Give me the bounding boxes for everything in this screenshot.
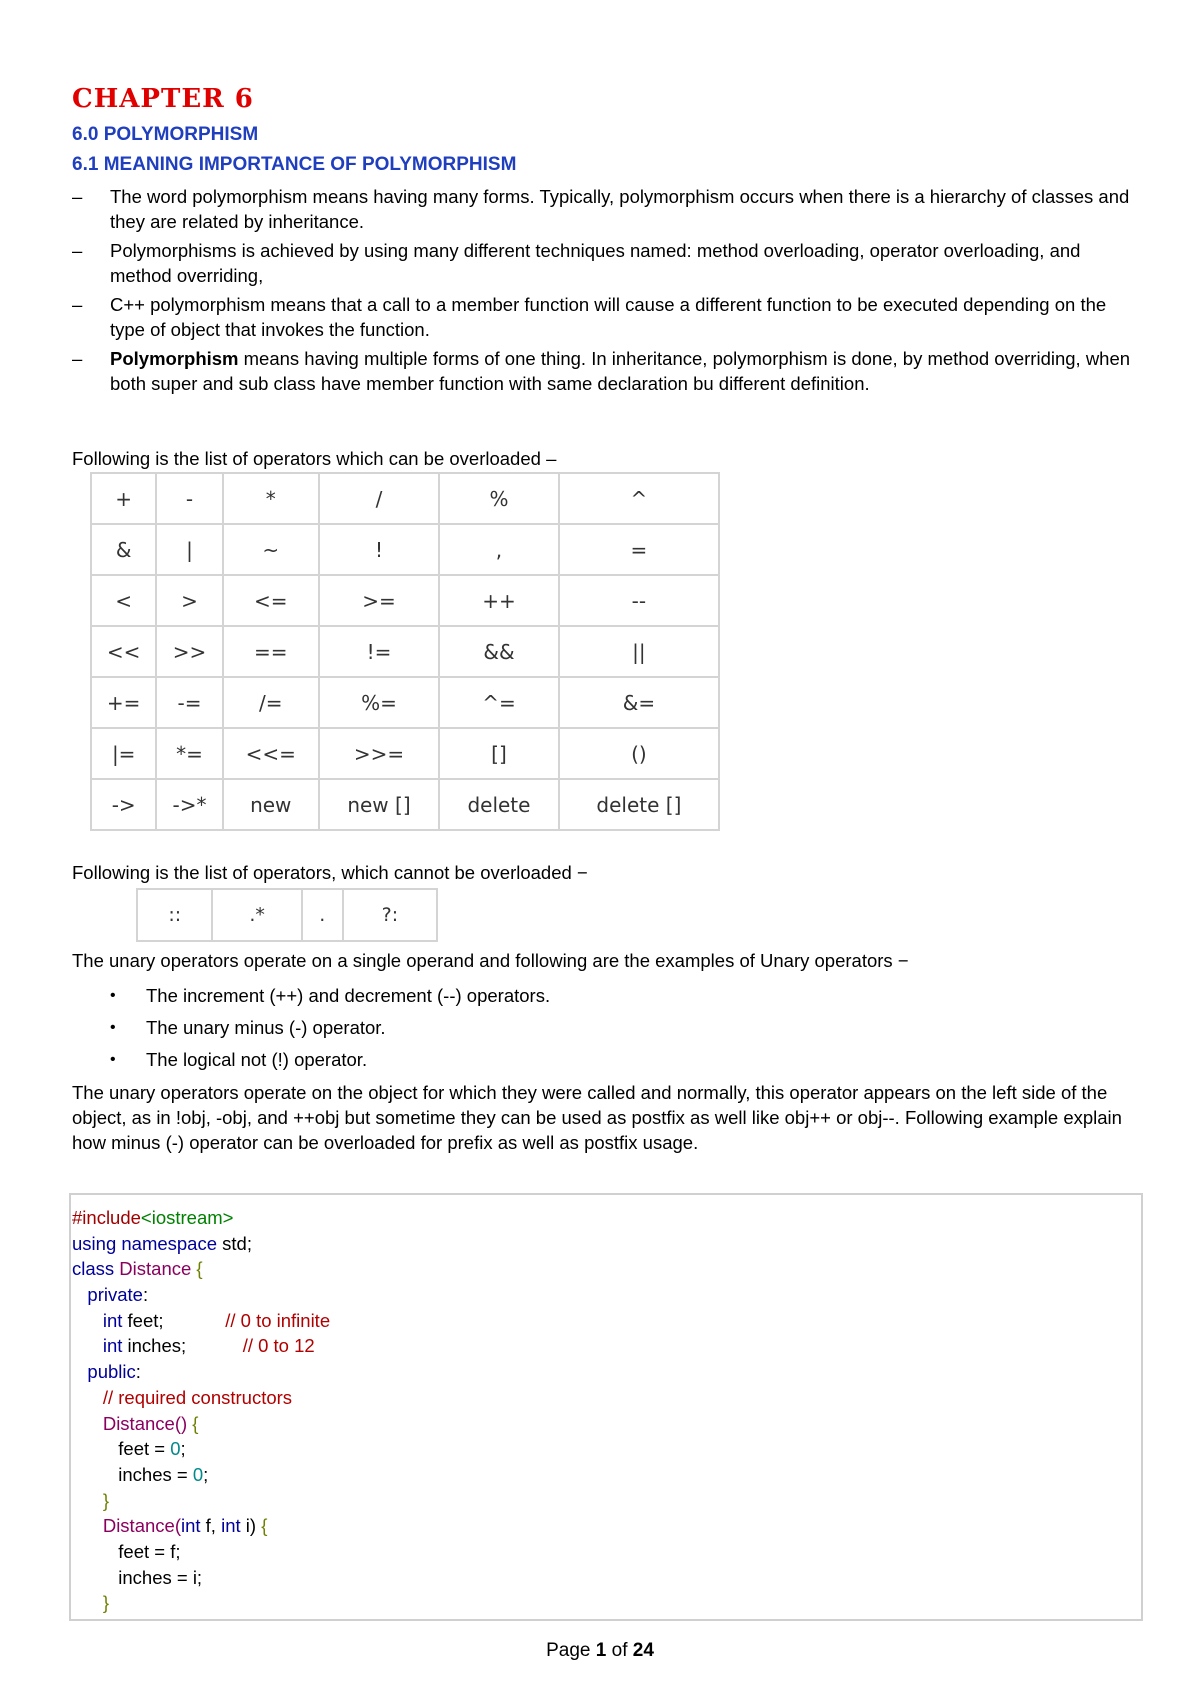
table-cell: delete [] (559, 779, 719, 830)
table-cell: < (91, 575, 156, 626)
table-cell: * (223, 473, 319, 524)
table-row (91, 524, 719, 575)
code-line: Distance() { (72, 1412, 199, 1434)
code-line: using namespace std; (72, 1232, 252, 1254)
table-row (91, 473, 719, 524)
bullet-marker: • (110, 1051, 116, 1068)
table-cell: += (91, 677, 156, 728)
table-cell: > (156, 575, 222, 626)
table-cell: ^= (439, 677, 559, 728)
table-cell: | (156, 524, 222, 575)
list-item: • The unary minus (-) operator. (100, 1012, 550, 1044)
table-row (91, 677, 719, 728)
table-cell: >> (156, 626, 222, 677)
table-cell: . (302, 889, 343, 941)
definition-list (72, 184, 1132, 400)
table-cell: ++ (439, 575, 559, 626)
table-cell: >>= (319, 728, 439, 779)
table-cell: || (559, 626, 719, 677)
table-cell: *= (156, 728, 222, 779)
table-cell: + (91, 473, 156, 524)
table-cell: % (439, 473, 559, 524)
chapter-title: CHAPTER 6 (72, 84, 254, 114)
section-heading: 6.0 POLYMORPHISM (72, 124, 259, 145)
non-overloadable-intro: Following is the list of operators, which cannot be overloaded − (72, 862, 588, 883)
table-cell: [] (439, 728, 559, 779)
code-line: #include<iostream> (72, 1207, 234, 1228)
list-item: – C++ polymorphism means that a call to a member function will cause a different function to be executed depending on the type of object that invokes the function. (72, 294, 1107, 340)
unary-operator-list (100, 980, 550, 1076)
bullet-marker: • (110, 987, 116, 1004)
overloadable-operators-table (90, 472, 720, 831)
term-bold: Polymorphism (110, 348, 239, 369)
table-cell: & (91, 524, 156, 575)
table-cell: == (223, 626, 319, 677)
table-cell: ! (319, 524, 439, 575)
table-cell: - (156, 473, 222, 524)
list-item: – Polymorphism means having multiple forms of one thing. In inheritance, polymorphism is done, by method overriding, when both super and sub class have member function with same declaration bu different definition. (72, 348, 1131, 394)
unary-paragraph: The unary operators operate on the object for which they were called and normally, this operator appears on the left side of the object, as in !obj, -obj, and ++obj but sometime they can be used as postfix as well like obj++ or obj--. Following example explain how minus (-) operator can be overloaded for prefix as well as postfix usage. (72, 1082, 1122, 1153)
table-cell: %= (319, 677, 439, 728)
table-row (91, 779, 719, 830)
table-cell: >= (319, 575, 439, 626)
table-cell: && (439, 626, 559, 677)
code-block (72, 1205, 330, 1616)
table-cell: ->* (156, 779, 222, 830)
table-cell: != (319, 626, 439, 677)
table-cell: ^ (559, 473, 719, 524)
list-item: – Polymorphisms is achieved by using many different techniques named: method overloading, operator overloading, and method overriding, (72, 240, 1081, 286)
code-line: int inches; // 0 to 12 (72, 1335, 315, 1357)
overloadable-intro: Following is the list of operators which can be overloaded – (72, 448, 557, 469)
table-cell: ?: (343, 889, 437, 941)
table-cell: <= (223, 575, 319, 626)
code-line: class Distance { (72, 1258, 203, 1280)
table-cell: delete (439, 779, 559, 830)
code-line: } (72, 1489, 110, 1511)
table-cell: -- (559, 575, 719, 626)
unary-intro: The unary operators operate on a single operand and following are the examples of Unary operators − (72, 950, 909, 971)
code-line: Distance(int f, int i) { (72, 1515, 268, 1537)
table-cell: , (439, 524, 559, 575)
dash-marker: – (72, 186, 83, 207)
code-line: public: (72, 1361, 141, 1383)
code-line: feet = 0; (72, 1438, 186, 1460)
table-cell: -= (156, 677, 222, 728)
list-item: • The increment (++) and decrement (--) operators. (100, 980, 550, 1012)
table-cell: ~ (223, 524, 319, 575)
non-overloadable-operators-table (136, 888, 438, 942)
table-cell: |= (91, 728, 156, 779)
dash-marker: – (72, 240, 83, 261)
list-item: • The logical not (!) operator. (100, 1044, 550, 1076)
subsection-heading: 6.1 MEANING IMPORTANCE OF POLYMORPHISM (72, 154, 517, 175)
table-cell: new (223, 779, 319, 830)
table-row (91, 626, 719, 677)
table-cell: () (559, 728, 719, 779)
table-cell: &= (559, 677, 719, 728)
dash-marker: – (72, 294, 83, 315)
table-cell: << (91, 626, 156, 677)
table-cell: .* (212, 889, 301, 941)
dash-marker: – (72, 348, 83, 369)
code-line: int feet; // 0 to infinite (72, 1309, 331, 1331)
table-cell: new [] (319, 779, 439, 830)
code-line: } (72, 1592, 110, 1614)
table-cell: :: (137, 889, 212, 941)
code-line: inches = i; (72, 1566, 203, 1588)
code-line: private: (72, 1284, 149, 1306)
table-row (137, 889, 437, 941)
table-cell: = (559, 524, 719, 575)
page-number: Page 1 of 24 (546, 1640, 654, 1661)
table-cell: / (319, 473, 439, 524)
list-item: – The word polymorphism means having many forms. Typically, polymorphism occurs when there is a hierarchy of classes and they are related by inheritance. (72, 186, 1130, 232)
table-cell: /= (223, 677, 319, 728)
code-line: inches = 0; (72, 1463, 209, 1485)
table-cell: <<= (223, 728, 319, 779)
bullet-marker: • (110, 1019, 116, 1036)
table-row (91, 728, 719, 779)
code-line: feet = f; (72, 1540, 181, 1562)
table-row (91, 575, 719, 626)
table-cell: -> (91, 779, 156, 830)
code-line: // required constructors (72, 1386, 293, 1408)
